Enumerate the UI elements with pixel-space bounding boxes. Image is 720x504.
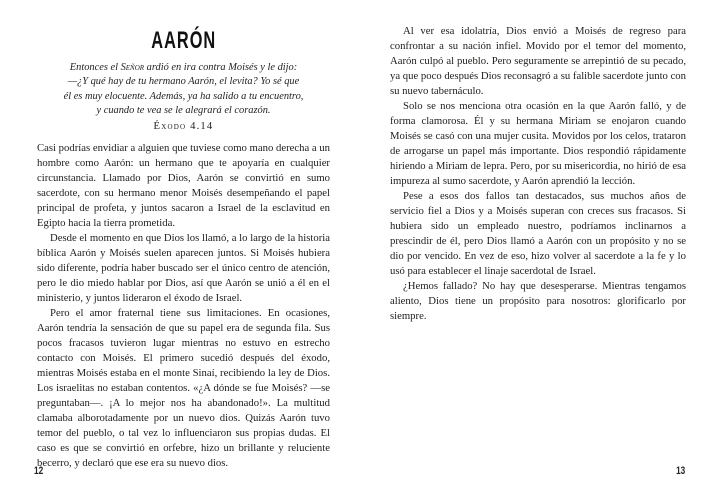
body-paragraph: Pero el amor fraternal tiene sus limitaciones. En ocasiones, Aarón tendría la sensación de que su papel era de segunda fila. Sus pocos fracasos tuvieron lugar mientras no estuvo en estrecho contacto con Moisés. El primero sucedió después del éxodo, mientras Moisés estaba en el monte Sinaí, recibiendo la ley de Dios. Los israelitas no estaban contentos. «¿A dónde se fue Moisés? —se preguntaban—. ¡A lo mejor nos ha abandonado!». La multitud clamaba alborotadamente por un nuevo dios. Quizás Aarón tuvo temor del pueblo, o tal vez lo influenciaron sus propias dudas. El caso es que se convirtió en orfebre, hizo un brillante y reluciente becerro, y declaró que ese era su nuevo dios. [37,307,330,469]
epigraph-line: y cuando te vea se le alegrará el corazón. [96,105,271,117]
epigraph-citation: Éxodo 4.14 [153,120,214,132]
body-paragraph: Desde el momento en que Dios los llamó, a lo largo de la historia bíblica Aarón y Moisés suelen aparecen juntos. Si Moisés hubiera sido diferente, podría haber buscado ser el único centro de atención, pero le dio miedo hablar por Dios, así que Aarón se unió a él en el ministerio, y juntos lideraron el éxodo de Israel. [37,232,330,304]
epigraph-text: ardió en ira contra Moisés y le dijo: [144,62,298,73]
body-text-right [390,24,686,324]
page-number-text: 12 [34,465,44,477]
body-paragraph: Solo se nos menciona otra ocasión en la que Aarón falló, y de forma clamorosa. Él y su hermana Miriam se enojaron cuando Moisés se casó con una mujer cusita. Movidos por los celos, trataron de arrogarse un papel más importante. Dios respondió rápidamente hiriendo a Miriam de lepra. Pero, por su misericordia, no hirió de esa impureza al sumo sacerdote, y Aarón aprendió la lección. [390,100,686,187]
epigraph [40,61,327,134]
page-number-text: 13 [675,465,685,477]
epigraph-line: él es muy elocuente. Además, ya ha salido a tu encuentro, [63,90,304,102]
chapter-title-text: AARÓN [151,27,216,54]
page-number-left [34,465,46,477]
page-number-right [673,465,685,477]
body-paragraph: Casi podrías envidiar a alguien que tuviese como mano derecha a un hombre como Aarón: un hermano que te apoyaría en cualquier circunstancia. Llamado por Dios, Aarón se convirtió en sumo sacerdote, con su hermano menor Moisés desempeñando el papel principal de profeta, y juntos sacaron a Israel de la esclavitud en Egipto hacia la tierra prometida. [37,142,330,229]
epigraph-smallcaps-lord: Señor [120,62,145,73]
right-page [360,0,720,504]
epigraph-line: —¿Y qué hay de tu hermano Aarón, el levita? Yo sé que [67,76,300,88]
body-text-left [37,141,330,471]
epigraph-line [40,61,327,75]
body-paragraph: Al ver esa idolatría, Dios envió a Moisés de regreso para confrontar a su nación infiel. Movido por el temor del momento, Aarón culpó al pueblo. Pero seguramente se arrepintió de su pecado, ya que poco después Dios reconsagró a su falible sacerdote junto con su nuevo tabernáculo. [390,25,686,97]
epigraph-text: Entonces el [69,62,121,73]
chapter-title [37,27,330,55]
body-paragraph: Pese a esos dos fallos tan destacados, sus muchos años de servicio fiel a Dios y a Moisés superan con creces sus fracasos. Si hubiera sido un empleado nuestro, podríamos inclinarnos a prescindir de él, pero Dios llamó a Aarón con un propósito y no se dio por vencido. En vez de eso, hizo volver al sacerdote a la fe y lo usó para establecer el linaje sacerdotal de Israel. [390,190,686,277]
body-paragraph: ¿Hemos fallado? No hay que desesperarse. Mientras tengamos aliento, Dios tiene un propósito para nosotros: glorificarlo por siempre. [390,280,686,322]
